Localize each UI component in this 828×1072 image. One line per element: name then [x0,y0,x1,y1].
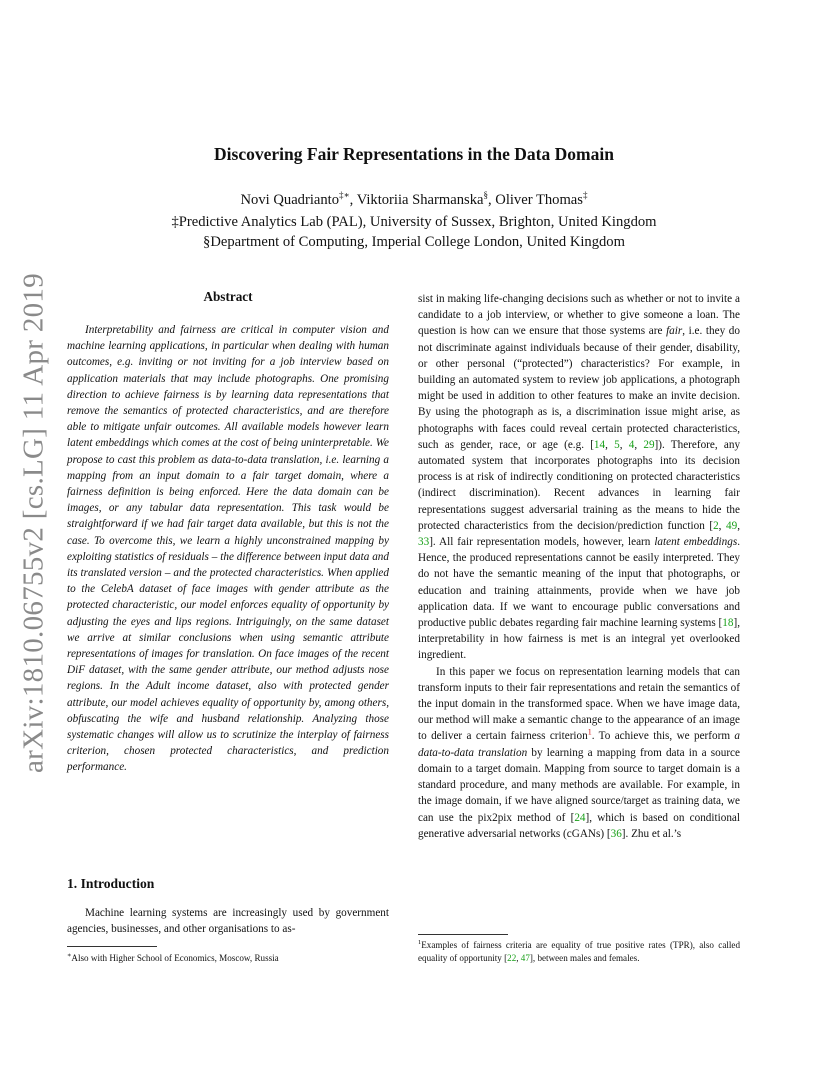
citation-link[interactable]: 22 [507,953,517,963]
abstract-text: Interpretability and fairness are critical in computer vision and machine learning applications, in particular when dealing with human outcomes, e.g. inviting or not inviting for a job interview based on application materials that may include photographs. One promising direction to achieve fairness is by learning data representations that remove the semantics of protected characteristics, and are therefore able to mitigate unfair outcomes. All available models however learn latent embeddings which comes at the cost of being uninterpretable. We propose to cast this problem as data-to-data translation, i.e. learning a mapping from an input domain to a fair target domain, where a fairness definition is being enforced. Here the data domain can be images, or any tabular data representation. This task would be straightforward if we had fair target data available, but this is not the case. To overcome this, we learn a highly unconstrained mapping by exploiting statistics of residuals – the difference between input data and its translated version – and the protected characteristics. When applied to the CelebA dataset of face images with gender attribute as the protected characteristic, our model enforces equality of opportunity by adjusting the eyes and lips regions. Intriguingly, on the same dataset we arrive at similar conclusions when using semantic attribute representations of images for translation. On face images of the recent DiF dataset, with the same gender attribute, our method adjusts nose regions. In the Adult income dataset, also with protected gender attribute, our model achieves equality of opportunity by, among others, obfuscating the wife and husband relationship. Analyzing those systematic changes will allow us to scrutinize the interplay of fairness criterion, chosen protected characteristics, and prediction performance. [67,324,389,774]
citation-link[interactable]: 33 [418,536,430,549]
right-paragraph-1: sist in making life-changing decisions such as whether or not to invite a candidate to a job interview, or whether to give someone a loan. The question is how can we ensure that those systems are fair, i.e. they do not discriminate against individuals because of their gender, disability, or other personal (“protected”) characteristics? For example, in building an automated system to review job applications, a photograph might be used in addition to other features to make an invite decision. By using the photograph as is, a discrimination issue might arise, as photographs with faces could reveal certain protected characteristics, such as gender, race, or age (e.g. [14, 5, 4, 29]). Therefore, any automated system that incorporates photographs into its decision process is at risk of indirectly conditioning on protected characteristics (indirect discrimination). Recent advances in learning fair representations suggest adversarial training as the means to hide the protected characteristics from the decision/prediction function [2, 49, 33]. All fair representation models, however, learn latent embeddings. Hence, the produced representations cannot be easily interpreted. They do not have the semantic meaning of the input that photographs, or education and training attainments, provide when we have job application data. If we want to encourage public conversations and productive public debates regarding fair machine learning systems [18], interpretability in how fairness is met is an integral yet overlooked ingredient. [418,293,741,662]
abstract-heading: Abstract [203,289,253,304]
author-2: Viktoriia Sharmanska [356,192,484,208]
right-column [418,291,740,842]
arxiv-stamp [14,272,54,774]
footnote-link[interactable]: 1 [587,727,592,737]
citation-link[interactable]: 24 [574,811,586,824]
citation-link[interactable]: 18 [722,617,734,630]
footnote-left [67,952,389,965]
affiliation-1: ‡Predictive Analytics Lab (PAL), University of Sussex, Brighton, United Kingdom [171,214,657,230]
intro-paragraph-start: Machine learning systems are increasingly used by government agencies, businesses, and other organisations to as- [67,907,389,936]
author-1-marks: ‡∗ [339,190,350,201]
author-2-marks: § [483,190,488,201]
citation-link[interactable]: 49 [726,519,738,532]
arxiv-stamp-text: arXiv:1810.06755v2 [cs.LG] 11 Apr 2019 [17,272,50,774]
footnote-rule-right [418,934,508,935]
paper-title: Discovering Fair Representations in the Data Domain [214,144,614,164]
section-heading-introduction: 1. Introduction [67,876,155,891]
citation-link[interactable]: 5 [614,438,620,451]
footnote-right-mark: 1 [418,938,422,946]
right-paragraph-2: In this paper we focus on representation learning models that can transform inputs to their fair representations and retain the semantics of the input domain in the transformed space. When we have image data, our method will make a semantic change to the appearance of an image to deliver a certain fairness criterion$^1$. To achieve this, we perform a data-to-data translation by learning a mapping from data in a source domain to a target domain. Mapping from source to target domain is a standard procedure, and many methods are available. For example, in the image domain, if we have aligned source/target as training data, we can use the pix2pix method of [24], which is based on conditional generative adversarial networks (cGANs) [36]. Zhu et al.’s [418,665,740,840]
author-3-marks: ‡ [582,190,588,201]
footnote-rule-left [67,946,157,947]
citation-link[interactable]: 36 [610,827,622,840]
citation-link[interactable]: 4 [628,438,635,451]
citation-link[interactable]: 2 [713,519,719,532]
footnote-left-mark: ∗ [67,951,72,959]
author-3: Oliver Thomas [495,192,583,208]
citation-link[interactable]: 29 [643,438,655,451]
footnote-right: $^1$Examples of fairness criteria are equality of true positive rates (TPR), also called equality of opportunity [22, 47], between males and females. [418,938,740,963]
abstract-body [67,322,389,776]
affiliation-2: §Department of Computing, Imperial College London, United Kingdom [203,234,625,250]
author-1: Novi Quadrianto [240,192,340,208]
citation-link[interactable]: 14 [593,438,606,451]
footnote-left-text: Also with Higher School of Economics, Moscow, Russia [71,953,279,963]
author-list: Novi Quadrianto‡∗, Viktoriia Sharmanska§, Oliver Thomas‡ [240,190,588,208]
citation-link[interactable]: 47 [520,953,530,963]
intro-left-column [67,905,389,937]
